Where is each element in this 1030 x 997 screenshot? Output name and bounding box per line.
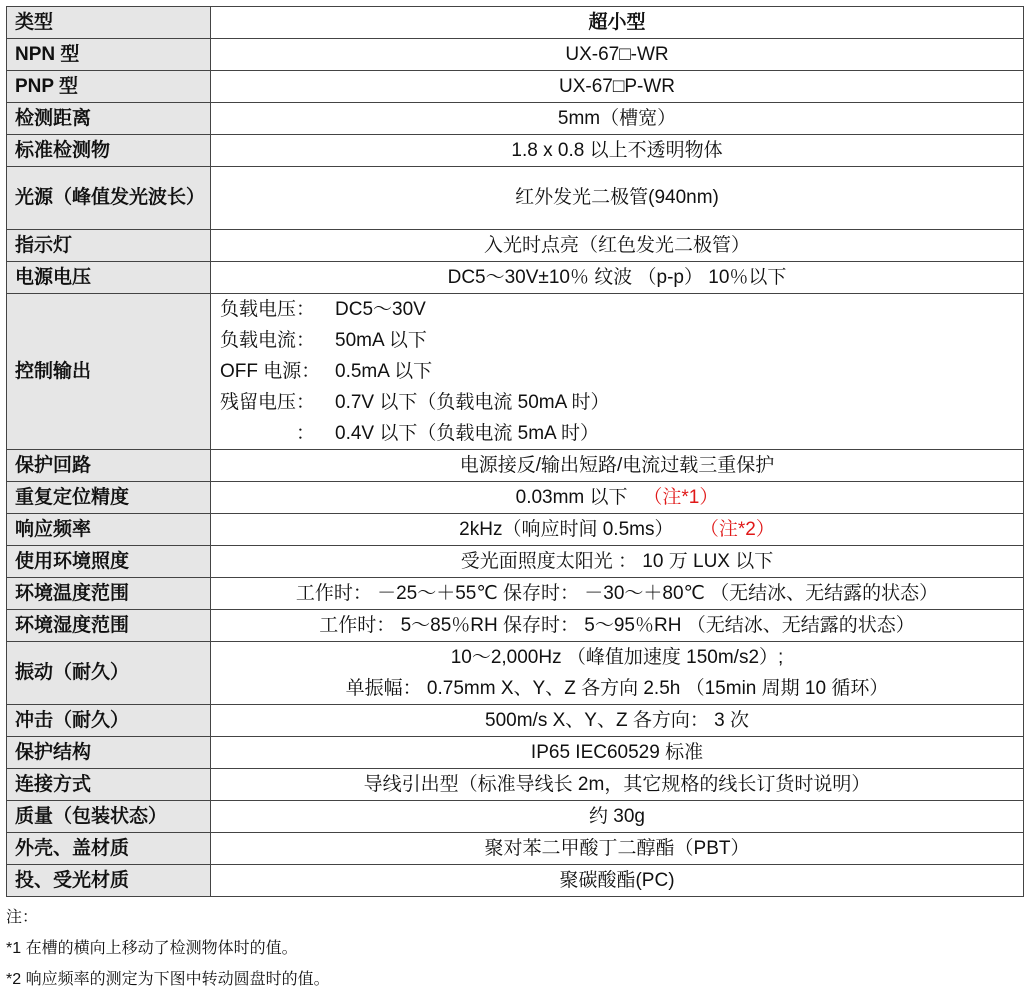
output-line bbox=[220, 387, 1023, 418]
row-label: 响应频率 bbox=[7, 514, 211, 546]
control-output-lines bbox=[211, 294, 1024, 450]
note-ref-1: （注*1） bbox=[643, 486, 719, 508]
row-value: DC5～30V±10％ 纹波 （p-p） 10％以下 bbox=[211, 262, 1024, 294]
row-label: 保护结构 bbox=[7, 737, 211, 769]
row-value-line: 10～2,000Hz （峰值加速度 150m/s2）; bbox=[450, 647, 784, 668]
row-label: NPN 型 bbox=[7, 39, 211, 71]
note-item: *2 响应频率的测定为下图中转动圆盘时的值。 bbox=[6, 971, 330, 988]
table-row bbox=[7, 230, 1024, 262]
output-line-label: 负载电流： bbox=[220, 330, 316, 351]
table-row-control-output bbox=[7, 294, 1024, 450]
output-line-label: 残留电压： bbox=[220, 392, 316, 413]
note-item: *1 在槽的横向上移动了检测物体时的值。 bbox=[6, 940, 298, 957]
output-line-value: 0.7V 以下（负载电流 50mA 时） bbox=[335, 392, 610, 413]
row-value: 受光面照度太阳光 ： 10 万 LUX 以下 bbox=[211, 546, 1024, 578]
row-value: 导线引出型（标准导线长 2m，其它规格的线长订货时说明） bbox=[211, 769, 1024, 801]
table-row bbox=[7, 801, 1024, 833]
row-label: 标准检测物 bbox=[7, 135, 211, 167]
row-label: 保护回路 bbox=[7, 450, 211, 482]
row-value: 5mm（槽宽） bbox=[211, 103, 1024, 135]
row-label: 振动（耐久） bbox=[7, 642, 211, 705]
row-label: 电源电压 bbox=[7, 262, 211, 294]
row-label: 重复定位精度 bbox=[7, 482, 211, 514]
output-line-value: DC5～30V bbox=[335, 299, 426, 320]
output-line bbox=[220, 294, 1023, 325]
table-row bbox=[7, 642, 1024, 705]
table-row bbox=[7, 450, 1024, 482]
output-line-value: 0.5mA 以下 bbox=[335, 361, 433, 382]
table-row bbox=[7, 705, 1024, 737]
row-value: 工作时： －25～＋55℃ 保存时： －30～＋80℃ （无结冰、无结露的状态） bbox=[211, 578, 1024, 610]
table-row bbox=[7, 482, 1024, 514]
row-label: 检测距离 bbox=[7, 103, 211, 135]
row-label: 光源（峰值发光波长） bbox=[7, 167, 211, 230]
row-value: 超小型 bbox=[211, 7, 1024, 39]
spec-table bbox=[6, 6, 1024, 897]
note-ref-2: （注*2） bbox=[699, 518, 775, 540]
row-label: 控制输出 bbox=[7, 294, 211, 450]
row-value: 0.03mm 以下 bbox=[515, 486, 628, 508]
output-line bbox=[220, 325, 1023, 356]
row-value: 500m/s X、Y、Z 各方向： 3 次 bbox=[211, 705, 1024, 737]
row-label: 环境湿度范围 bbox=[7, 610, 211, 642]
table-row bbox=[7, 103, 1024, 135]
output-line-label: ： bbox=[295, 423, 315, 444]
row-label: 外壳、盖材质 bbox=[7, 833, 211, 865]
row-value-with-note bbox=[211, 482, 1024, 514]
row-label: 冲击（耐久） bbox=[7, 705, 211, 737]
table-row bbox=[7, 578, 1024, 610]
table-row bbox=[7, 833, 1024, 865]
row-value-line: 单振幅： 0.75mm X、Y、Z 各方向 2.5h （15min 周期 10 循环） bbox=[345, 678, 889, 699]
row-value-with-note bbox=[211, 514, 1024, 546]
table-row bbox=[7, 610, 1024, 642]
notes-title: 注： bbox=[6, 909, 39, 926]
table-row bbox=[7, 865, 1024, 897]
row-label: 环境温度范围 bbox=[7, 578, 211, 610]
row-value: 工作时： 5～85％RH 保存时： 5～95％RH （无结冰、无结露的状态） bbox=[211, 610, 1024, 642]
table-row bbox=[7, 262, 1024, 294]
output-line-value: 50mA 以下 bbox=[335, 330, 427, 351]
output-line bbox=[220, 418, 1023, 449]
table-row bbox=[7, 514, 1024, 546]
output-line bbox=[220, 356, 1023, 387]
row-value: UX-67□P-WR bbox=[211, 71, 1024, 103]
output-line-label: 负载电压： bbox=[220, 299, 316, 320]
table-row bbox=[7, 39, 1024, 71]
row-value: 1.8 x 0.8 以上不透明物体 bbox=[211, 135, 1024, 167]
output-line-label: OFF 电源： bbox=[220, 361, 321, 382]
table-row bbox=[7, 71, 1024, 103]
output-line-value: 0.4V 以下（负载电流 5mA 时） bbox=[335, 423, 599, 444]
row-label: 投、受光材质 bbox=[7, 865, 211, 897]
table-row bbox=[7, 135, 1024, 167]
row-label: 连接方式 bbox=[7, 769, 211, 801]
row-value: UX-67□-WR bbox=[211, 39, 1024, 71]
row-label: 指示灯 bbox=[7, 230, 211, 262]
row-label: PNP 型 bbox=[7, 71, 211, 103]
table-row bbox=[7, 737, 1024, 769]
row-value: 入光时点亮（红色发光二极管） bbox=[211, 230, 1024, 262]
notes-section bbox=[6, 904, 330, 997]
table-header-row bbox=[7, 7, 1024, 39]
row-value: 聚碳酸酯(PC) bbox=[211, 865, 1024, 897]
row-label: 使用环境照度 bbox=[7, 546, 211, 578]
row-label: 类型 bbox=[7, 7, 211, 39]
row-label: 质量（包装状态） bbox=[7, 801, 211, 833]
row-value: IP65 IEC60529 标准 bbox=[211, 737, 1024, 769]
row-value: 红外发光二极管(940nm) bbox=[211, 167, 1024, 230]
table-row bbox=[7, 167, 1024, 230]
row-value: 聚对苯二甲酸丁二醇酯（PBT） bbox=[211, 833, 1024, 865]
row-value: 约 30g bbox=[211, 801, 1024, 833]
row-value: 电源接反/输出短路/电流过载三重保护 bbox=[211, 450, 1024, 482]
row-value-multiline bbox=[211, 642, 1024, 705]
table-row bbox=[7, 546, 1024, 578]
row-value: 2kHz（响应时间 0.5ms） bbox=[459, 518, 674, 540]
table-row bbox=[7, 769, 1024, 801]
